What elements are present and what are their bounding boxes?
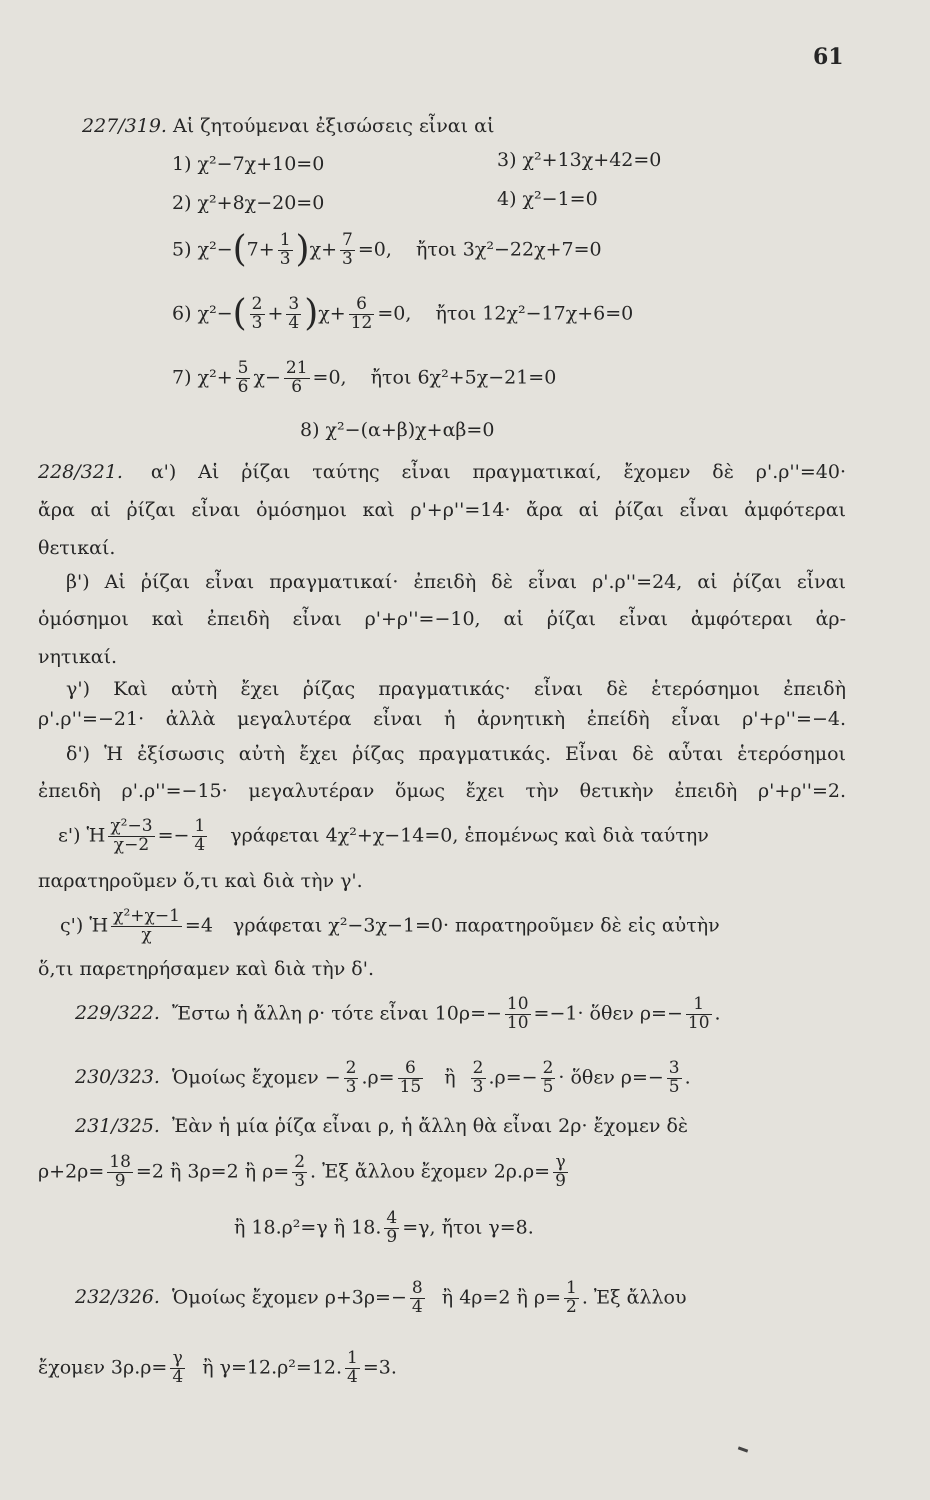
fraction	[410, 1280, 425, 1317]
eq-part: 7+	[246, 238, 275, 261]
numerator: 18	[109, 1152, 131, 1172]
problem-232-line-1	[75, 1280, 687, 1317]
numerator: 1	[279, 230, 291, 250]
text: ρ+2ρ=	[38, 1160, 105, 1183]
fraction	[686, 996, 712, 1033]
numerator: 2	[345, 1058, 357, 1078]
eq-part: χ²−	[197, 238, 233, 261]
text: Ὁμοίως ἔχομεν ρ+3ρ=−	[172, 1286, 407, 1309]
eq-result: ἤτοι 3χ²−22χ+7=0	[415, 238, 602, 261]
problem-228-line-3: θετικαί.	[38, 537, 116, 559]
paren-open: (	[232, 229, 247, 271]
item-label: ς') Ἡ	[60, 914, 109, 937]
problem-228-line-8: ρ'.ρ''=−21· ἀλλὰ μεγαλυτέρα εἶναι ἡ ἀρνητικὴ ἐπείδὴ εἶναι ρ'+ρ''=−4.	[38, 708, 846, 730]
numerator: 2	[472, 1058, 484, 1078]
problem-232-line-2	[38, 1350, 397, 1387]
denominator: χ−2	[113, 834, 150, 855]
fraction	[284, 360, 310, 397]
problem-ref-230: 230/323.	[75, 1066, 160, 1089]
fraction	[471, 1060, 486, 1097]
fraction	[192, 818, 207, 855]
numerator: 21	[285, 358, 308, 378]
text: ἔχομεν 3ρ.ρ=	[38, 1356, 168, 1379]
fraction	[107, 1154, 133, 1191]
numerator: 6	[349, 296, 375, 315]
problem-ref-229: 229/322.	[75, 1002, 160, 1025]
numerator: 3	[668, 1058, 680, 1078]
text: ἢ 18.ρ²=γ ἢ 18.	[234, 1216, 382, 1239]
denominator: 3	[345, 1076, 357, 1097]
paren-close: )	[295, 229, 310, 271]
equation-6	[172, 293, 634, 335]
problem-228-line-6: νητικαί.	[38, 646, 118, 668]
denominator: 5	[542, 1076, 554, 1097]
fraction	[278, 232, 293, 269]
text: . Ἐξ ἄλλου	[581, 1286, 687, 1309]
equation-5	[172, 229, 602, 271]
denominator: 6	[237, 376, 249, 397]
problem-228-line-7: γ') Καὶ αὐτὴ ἔχει ῥίζας πραγματικάς· εἶναι δὲ ἑτερόσημοι ἐπειδὴ	[66, 678, 846, 700]
fraction	[108, 818, 154, 855]
text: =γ, ἤτοι γ=8.	[402, 1216, 534, 1239]
problem-ref-228: 228/321.	[38, 461, 123, 483]
denominator: 3	[279, 248, 291, 269]
denominator: 4	[194, 834, 206, 855]
fraction	[292, 1154, 307, 1191]
denominator: 2	[566, 1296, 577, 1317]
eq-label: 6)	[172, 302, 192, 325]
text: .	[714, 1002, 721, 1025]
numerator: 7	[342, 230, 353, 250]
item-label: ε') Ἡ	[58, 824, 106, 847]
numerator: 6	[398, 1060, 424, 1079]
text: · ὅθεν ρ=−	[558, 1066, 664, 1089]
fraction	[349, 296, 375, 333]
fraction	[564, 1280, 579, 1317]
numerator: 5	[237, 358, 249, 378]
numerator: 3	[288, 294, 300, 314]
eq-part: =−	[157, 824, 190, 847]
problem-228-line-2: ἄρα αἱ ῥίζαι εἶναι ὁμόσημοι καὶ ρ'+ρ''=14· ἄρα αἱ ῥίζαι εἶναι ἀμφότεραι	[38, 499, 846, 521]
fraction	[553, 1154, 568, 1191]
eq-label: 5)	[172, 238, 192, 261]
fraction	[236, 360, 251, 397]
numerator: 2	[294, 1152, 306, 1172]
denominator: 9	[386, 1226, 398, 1247]
paren-open: (	[232, 293, 247, 335]
fraction	[286, 296, 301, 333]
numerator: γ	[170, 1350, 185, 1369]
problem-228-epsilon	[58, 818, 709, 855]
denominator: 15	[399, 1076, 422, 1097]
numerator: 8	[411, 1278, 423, 1298]
eq-label: 7)	[172, 366, 192, 389]
numerator: 1	[347, 1348, 358, 1368]
text: .	[684, 1066, 691, 1089]
problem-228-stigma	[60, 908, 720, 945]
text: Ἔστω ἡ ἄλλη ρ· τότε εἶναι 10ρ=−	[172, 1002, 502, 1025]
problem-228-line-9: δ') Ἡ ἐξίσωσις αὐτὴ ἔχει ῥίζας πραγματικάς. Εἶναι δὲ αὗται ἑτερόσημοι	[66, 743, 846, 765]
eq-part: χ²+	[197, 366, 233, 389]
problem-231-line-3	[234, 1210, 534, 1247]
numerator: 4	[386, 1208, 398, 1228]
eq-part: χ+	[318, 302, 346, 325]
eq-part: =0,	[312, 366, 347, 389]
denominator: 12	[350, 312, 373, 333]
text: =−1· ὅθεν ρ=−	[533, 1002, 683, 1025]
numerator: χ²−3	[110, 816, 153, 836]
eq-part: =0,	[357, 238, 392, 261]
problem-228-line-14: ὅ,τι παρετηρήσαμεν καὶ διὰ τὴν δ'.	[38, 958, 374, 980]
eq-part: +	[267, 302, 284, 325]
denominator: 3	[294, 1170, 306, 1191]
text: =3.	[362, 1356, 397, 1379]
eq-part: χ−	[253, 366, 281, 389]
eq-result: ἤτοι 12χ²−17χ+6=0	[435, 302, 634, 325]
numerator: 2	[251, 294, 263, 314]
denominator: 10	[687, 1012, 710, 1033]
eq-part: =4	[184, 914, 213, 937]
numerator: 2	[542, 1058, 554, 1078]
problem-229	[75, 996, 721, 1033]
denominator: 4	[172, 1366, 184, 1387]
text: .ρ=	[361, 1066, 395, 1089]
text: . Ἐξ ἄλλου ἔχομεν 2ρ.ρ=	[310, 1160, 551, 1183]
denominator: 9	[114, 1170, 126, 1191]
fraction	[398, 1060, 424, 1097]
denominator: 3	[342, 248, 353, 269]
fraction	[344, 1060, 359, 1097]
text: ἢ	[444, 1066, 456, 1089]
numerator: 1	[194, 816, 206, 836]
problem-230	[75, 1060, 691, 1097]
denominator: 3	[472, 1076, 484, 1097]
fraction	[667, 1060, 682, 1097]
numerator: 1	[566, 1278, 577, 1298]
fraction	[111, 908, 182, 945]
text: ἢ γ=12.ρ²=12.	[202, 1356, 343, 1379]
fraction	[384, 1210, 399, 1247]
problem-227-intro	[82, 117, 494, 136]
equation-2: 2) χ²+8χ−20=0	[172, 192, 325, 214]
text: α') Αἱ ῥίζαι ταύτης εἶναι πραγματικαί, ἔχομεν δὲ ρ'.ρ''=40·	[150, 461, 846, 483]
problem-228-line-12: παρατηροῦμεν ὅ,τι καὶ διὰ τὴν γ'.	[38, 870, 363, 892]
text: γράφεται χ²−3χ−1=0· παρατηροῦμεν δὲ εἰς αὐτὴν	[232, 914, 720, 937]
denominator: 4	[347, 1366, 358, 1387]
text: Ἐὰν ἡ μία ῥίζα εἶναι ρ, ἡ ἄλλη θὰ εἶναι 2ρ· ἔχομεν δὲ	[172, 1115, 689, 1137]
ink-mark	[738, 1446, 748, 1452]
eq-part: χ²−	[197, 302, 233, 325]
problem-228-line-4: β') Αἱ ῥίζαι εἶναι πραγματικαί· ἐπειδὴ δὲ εἶναι ρ'.ρ''=24, αἱ ῥίζαι εἶναι	[66, 571, 846, 593]
fraction	[250, 296, 265, 333]
text: =2 ἢ 3ρ=2 ἢ ρ=	[135, 1160, 290, 1183]
equation-3: 3) χ²+13χ+42=0	[497, 149, 662, 171]
problem-231-line-1	[75, 1117, 688, 1136]
denominator: χ	[141, 924, 152, 945]
text: ἢ 4ρ=2 ἢ ρ=	[441, 1286, 562, 1309]
problem-ref-232: 232/326.	[75, 1286, 160, 1309]
fraction	[345, 1350, 360, 1387]
denominator: 4	[411, 1296, 423, 1317]
denominator: 9	[555, 1170, 566, 1191]
denominator: 5	[668, 1076, 680, 1097]
text: γράφεται 4χ²+χ−14=0, ἑπομένως καὶ διὰ ταύτην	[230, 824, 709, 847]
numerator: γ	[553, 1154, 568, 1173]
fraction	[541, 1060, 556, 1097]
text: Ὁμοίως ἔχομεν −	[172, 1066, 341, 1089]
equation-8: 8) χ²−(α+β)χ+αβ=0	[300, 419, 495, 441]
eq-part: χ+	[309, 238, 337, 261]
fraction	[340, 232, 355, 269]
text: .ρ=−	[488, 1066, 538, 1089]
page-number: 61	[813, 44, 844, 70]
fraction	[170, 1350, 185, 1387]
problem-228-line-10: ἐπειδὴ ρ'.ρ''=−15· μεγαλυτέραν ὅμως ἔχει τὴν θετικὴν ἐπειδὴ ρ'+ρ''=2.	[38, 780, 846, 802]
problem-228-line-1	[38, 463, 846, 482]
numerator: 10	[506, 994, 529, 1014]
equation-4: 4) χ²−1=0	[497, 188, 598, 210]
problem-231-line-2	[38, 1154, 571, 1191]
eq-part: =0,	[377, 302, 412, 325]
denominator: 10	[506, 1012, 529, 1033]
numerator: χ²+χ−1	[113, 906, 180, 926]
problem-ref-227: 227/319.	[82, 115, 167, 137]
denominator: 4	[288, 312, 300, 333]
intro-text: Αἱ ζητούμεναι ἐξισώσεις εἶναι αἱ	[172, 115, 495, 137]
eq-result: ἤτοι 6χ²+5χ−21=0	[370, 366, 557, 389]
fraction	[505, 996, 531, 1033]
problem-228-line-5: ὁμόσημοι καὶ ἐπειδὴ εἶναι ρ'+ρ''=−10, αἱ ῥίζαι εἶναι ἀμφότεραι ἀρ-	[38, 608, 846, 630]
denominator: 6	[291, 376, 303, 397]
denominator: 3	[251, 312, 263, 333]
equation-7	[172, 360, 556, 397]
numerator: 1	[686, 996, 712, 1015]
paren-close: )	[304, 293, 319, 335]
problem-ref-231: 231/325.	[75, 1115, 160, 1137]
equation-1: 1) χ²−7χ+10=0	[172, 153, 325, 175]
